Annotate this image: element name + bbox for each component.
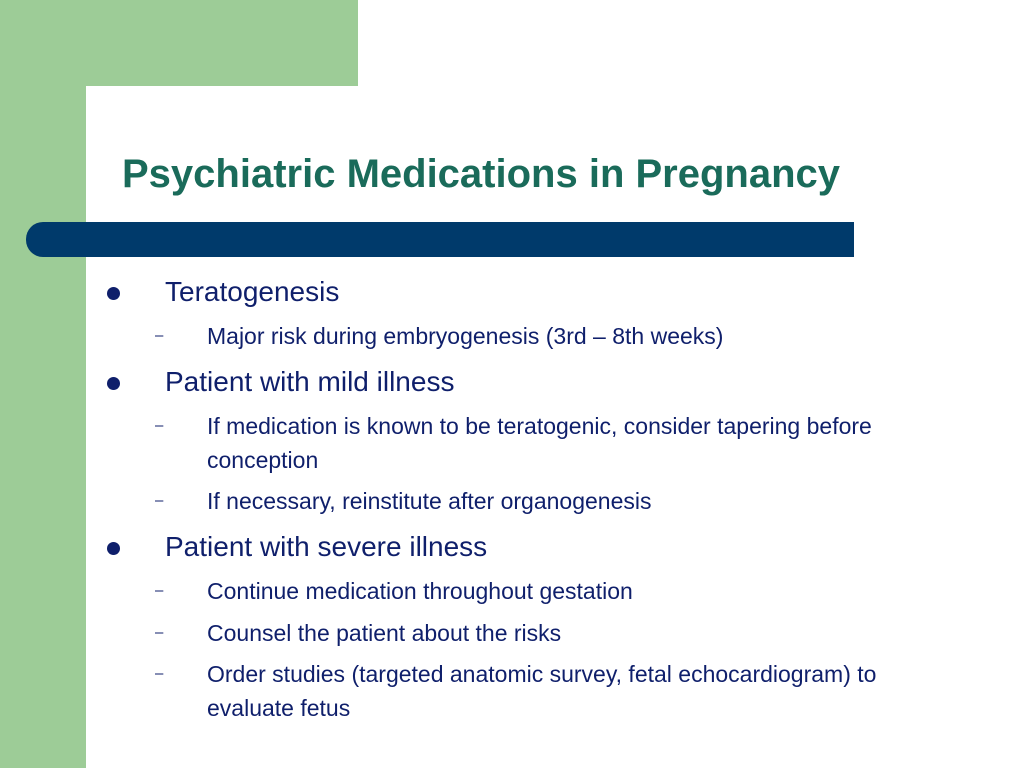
sub-bullet-item xyxy=(155,484,967,518)
sub-bullet-text: Major risk during embryogenesis (3rd – 8th weeks) xyxy=(207,323,724,349)
bullet-item xyxy=(165,531,487,563)
bullet-text: Patient with severe illness xyxy=(165,531,488,562)
sub-bullet-text: Order studies (targeted anatomic survey, fetal echocardiogram) to evaluate fetus xyxy=(207,661,877,721)
bullet-text: Teratogenesis xyxy=(165,276,340,307)
dash-icon: – xyxy=(155,492,164,509)
sub-bullet-item xyxy=(155,574,967,608)
bullet-dot-icon xyxy=(107,542,120,555)
sub-bullet-item xyxy=(155,319,967,353)
bullet-text: Patient with mild illness xyxy=(165,366,455,397)
sub-bullet-text: If necessary, reinstitute after organogenesis xyxy=(207,488,652,514)
dash-icon: – xyxy=(155,582,164,599)
sub-bullet-text: Continue medication throughout gestation xyxy=(207,578,633,604)
bullet-item xyxy=(165,366,454,398)
bullet-dot-icon xyxy=(107,377,120,390)
dash-icon: – xyxy=(155,327,164,344)
bullet-item xyxy=(165,276,339,308)
dash-icon: – xyxy=(155,417,164,434)
dash-icon: – xyxy=(155,624,164,641)
dash-icon: – xyxy=(155,665,164,682)
sub-bullet-text: Counsel the patient about the risks xyxy=(207,620,562,646)
sub-bullet-item xyxy=(155,616,967,650)
sub-bullet-text: If medication is known to be teratogenic, consider tapering before conception xyxy=(207,413,872,473)
sub-bullet-item xyxy=(155,409,967,477)
sub-bullet-item xyxy=(155,657,967,725)
slide-title: Psychiatric Medications in Pregnancy xyxy=(122,152,841,196)
bullet-dot-icon xyxy=(107,287,120,300)
